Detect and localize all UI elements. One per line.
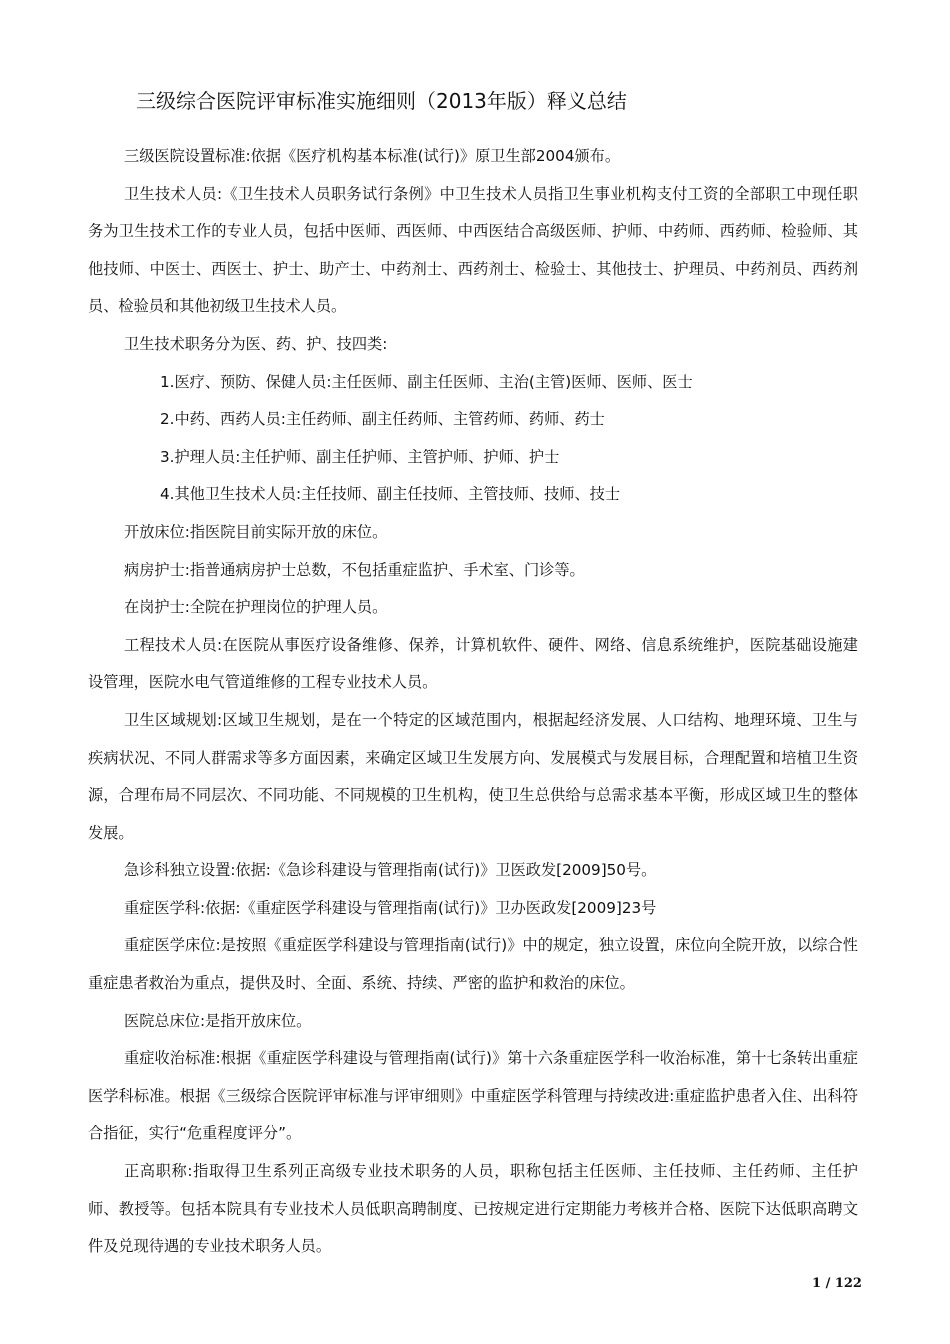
- paragraph-emergency-dept: 急诊科独立设置:依据:《急诊科建设与管理指南(试行)》卫医政发[2009]50号。: [124, 861, 657, 880]
- paragraph-ward-nurses: 病房护士:指普通病房护士总数，不包括重症监护、手术室、门诊等。: [124, 560, 585, 579]
- list-item-medical: 1.医疗、预防、保健人员:主任医师、副主任医师、主治(主管)医师、医师、医士: [160, 372, 693, 391]
- paragraph-icu-beds: 重症医学床位:是按照《重症医学科建设与管理指南(试行)》中的规定，独立设置，床位向全院开放，以综合性重症患者救治为重点，提供及时、全面、系统、持续、严密的监护和救治的床位。: [88, 936, 858, 993]
- paragraph-open-beds: 开放床位:指医院目前实际开放的床位。: [124, 522, 388, 541]
- page-number: 1 / 122: [812, 1276, 862, 1291]
- paragraph-engineering-staff: 工程技术人员:在医院从事医疗设备维修、保养，计算机软件、硬件、网络、信息系统维护，医院基础设施建设管理，医院水电气管道维修的工程专业技术人员。: [88, 635, 858, 692]
- paragraph-icu-admission: 重症收治标准:根据《重症医学科建设与管理指南(试行)》第十六条重症医学科一收治标准，第十七条转出重症医学科标准。根据《三级综合医院评审标准与评审细则》中重症医学科管理与持续改进:重症监护患者入住、出科符合指征，实行“危重程度评分”。: [88, 1049, 858, 1143]
- paragraph-hospital-standard: 三级医院设置标准:依据《医疗机构基本标准(试行)》原卫生部2004颁布。: [124, 147, 621, 165]
- paragraph-icu-dept: 重症医学科:依据:《重症医学科建设与管理指南(试行)》卫办医政发[2009]23号: [124, 898, 657, 917]
- paragraph-total-beds: 医院总床位:是指开放床位。: [124, 1011, 312, 1030]
- document-title: 三级综合医院评审标准实施细则（2013年版）释义总结: [136, 89, 627, 113]
- paragraph-on-duty-nurses: 在岗护士:全院在护理岗位的护理人员。: [124, 598, 388, 617]
- paragraph-job-categories: 卫生技术职务分为医、药、护、技四类:: [124, 334, 388, 353]
- paragraph-health-tech-staff: 卫生技术人员:《卫生技术人员职务试行条例》中卫生技术人员指卫生事业机构支付工资的全部职工中现任职务为卫生技术工作的专业人员，包括中医师、西医师、中西医结合高级医师、护师、中药师、西药师、检验师、其他技师、中医士、西医士、护士、助产士、中药剂士、西药剂士、检验士、其他技士、护理员、中药剂员、西药剂员、检验员和其他初级卫生技术人员。: [88, 184, 858, 316]
- list-item-technician: 4.其他卫生技术人员:主任技师、副主任技师、主管技师、技师、技士: [160, 485, 621, 504]
- paragraph-senior-titles: 正高职称:指取得卫生系列正高级专业技术职务的人员，职称包括主任医师、主任技师、主任药师、主任护师、教授等。包括本院具有专业技术人员低职高聘制度、已按规定进行定期能力考核并合格、医院下达低职高聘文件及兑现待遇的专业技术职务人员。: [88, 1162, 858, 1256]
- document-body: [88, 138, 858, 1266]
- paragraph-regional-planning: 卫生区域规划:区域卫生规划，是在一个特定的区域范围内，根据起经济发展、人口结构、地理环境、卫生与疾病状况、不同人群需求等多方面因素，来确定区域卫生发展方向、发展模式与发展目标，合理配置和培植卫生资源，合理布局不同层次、不同功能、不同规模的卫生机构，使卫生总供给与总需求基本平衡，形成区域卫生的整体发展。: [88, 710, 858, 842]
- list-item-nursing: 3.护理人员:主任护师、副主任护师、主管护师、护师、护士: [160, 447, 560, 466]
- list-item-pharmacy: 2.中药、西药人员:主任药师、副主任药师、主管药师、药师、药士: [160, 410, 605, 429]
